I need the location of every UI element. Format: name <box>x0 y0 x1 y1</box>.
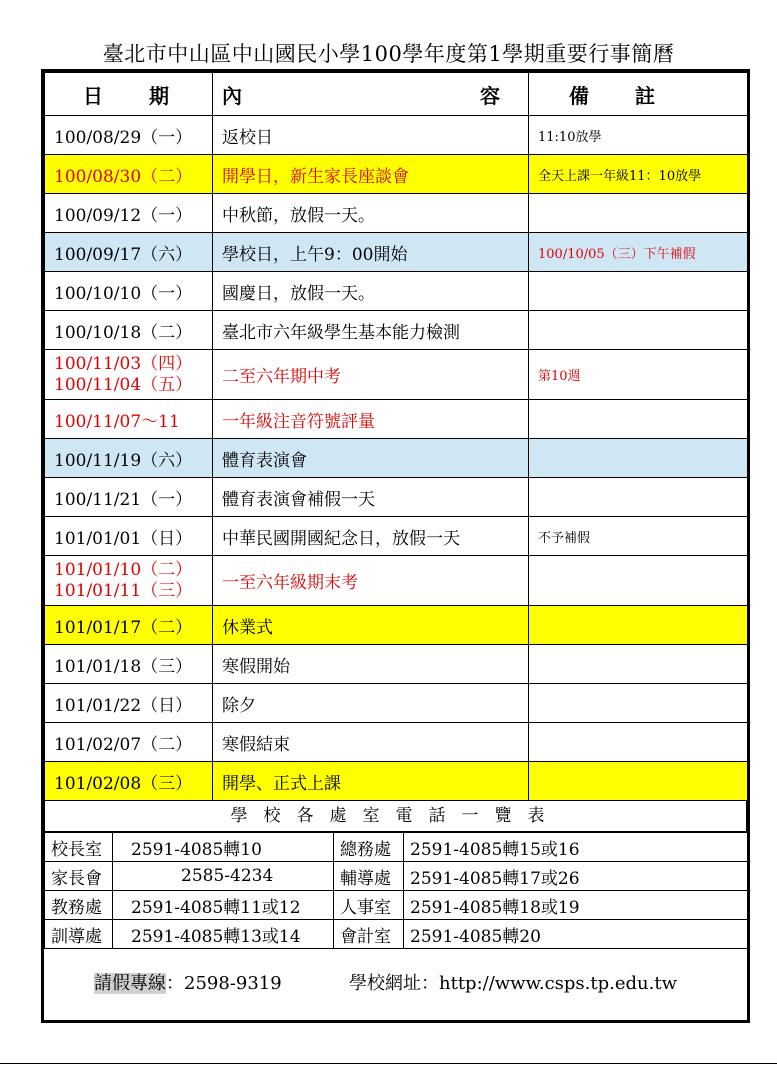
schedule-remark <box>529 606 748 645</box>
schedule-remark <box>529 645 748 684</box>
header-content-right: 容 <box>480 83 502 108</box>
schedule-date: 100/08/29（一） <box>54 127 193 148</box>
phone-row <box>45 862 748 891</box>
schedule-row <box>45 517 748 556</box>
office-phone: 2591-4085轉20 <box>404 920 748 949</box>
schedule-header-row <box>45 73 748 116</box>
schedule-date: 100/11/03（四） <box>54 353 193 374</box>
schedule-content: 體育表演會 <box>213 439 529 478</box>
schedule-row <box>45 350 748 400</box>
schedule-row <box>45 606 748 645</box>
schedule-content: 二至六年期中考 <box>213 350 529 400</box>
schedule-date-cell <box>45 116 213 155</box>
phone-directory-table <box>44 832 748 949</box>
schedule-remark <box>529 762 748 801</box>
schedule-date-cell <box>45 439 213 478</box>
leave-hotline <box>94 969 282 995</box>
schedule-remark <box>529 684 748 723</box>
schedule-row <box>45 155 748 194</box>
office-name: 輔導處 <box>334 862 404 891</box>
header-content <box>213 73 529 116</box>
schedule-row <box>45 311 748 350</box>
schedule-content: 除夕 <box>213 684 529 723</box>
schedule-date-cell <box>45 517 213 556</box>
school-website-label: 學校網址 <box>349 973 421 994</box>
office-name: 人事室 <box>334 891 404 920</box>
leave-hotline-label: 請假專線 <box>94 973 166 994</box>
schedule-remark <box>529 478 748 517</box>
schedule-date-cell <box>45 762 213 801</box>
phone-row <box>45 920 748 949</box>
schedule-remark <box>529 311 748 350</box>
schedule-date-cell <box>45 478 213 517</box>
phone-directory-body <box>45 833 748 949</box>
schedule-row <box>45 478 748 517</box>
office-phone: 2585-4234 <box>113 862 334 891</box>
schedule-date: 100/10/10（一） <box>54 283 193 304</box>
schedule-date: 101/02/08（三） <box>54 773 193 794</box>
schedule-content: 一年級注音符號評量 <box>213 400 529 439</box>
schedule-remark: 第10週 <box>529 350 748 400</box>
schedule-date-cell <box>45 556 213 606</box>
schedule-date-cell <box>45 723 213 762</box>
schedule-date-cell <box>45 350 213 400</box>
office-phone: 2591-4085轉17或26 <box>404 862 748 891</box>
office-name: 訓導處 <box>45 920 113 949</box>
schedule-row <box>45 556 748 606</box>
schedule-date: 101/01/17（二） <box>54 617 193 638</box>
office-phone: 2591-4085轉18或19 <box>404 891 748 920</box>
schedule-row <box>45 233 748 272</box>
office-name: 教務處 <box>45 891 113 920</box>
office-phone: 2591-4085轉10 <box>113 833 334 862</box>
schedule-body <box>45 116 748 801</box>
header-content-left: 內 <box>222 83 244 108</box>
calendar-frame <box>41 69 750 1023</box>
schedule-date: 100/09/17（六） <box>54 244 193 265</box>
schedule-row <box>45 116 748 155</box>
header-date: 日 期 <box>45 73 213 116</box>
office-name: 校長室 <box>45 833 113 862</box>
schedule-content: 臺北市六年級學生基本能力檢測 <box>213 311 529 350</box>
schedule-remark <box>529 439 748 478</box>
schedule-content: 開學日，新生家長座談會 <box>213 155 529 194</box>
leave-hotline-number: ：2598-9319 <box>166 973 282 994</box>
schedule-date: 100/11/21（一） <box>54 489 193 510</box>
office-name: 總務處 <box>334 833 404 862</box>
schedule-content: 寒假開始 <box>213 645 529 684</box>
schedule-remark: 100/10/05（三）下午補假 <box>529 233 748 272</box>
schedule-remark: 全天上課一年級11：10放學 <box>529 155 748 194</box>
schedule-date-cell <box>45 684 213 723</box>
schedule-row <box>45 684 748 723</box>
office-phone: 2591-4085轉11或12 <box>113 891 334 920</box>
schedule-remark <box>529 194 748 233</box>
school-website <box>349 969 677 995</box>
schedule-row <box>45 400 748 439</box>
schedule-date-cell <box>45 606 213 645</box>
schedule-row <box>45 439 748 478</box>
schedule-date: 100/08/30（二） <box>54 166 193 187</box>
schedule-date-cell <box>45 400 213 439</box>
schedule-remark <box>529 400 748 439</box>
schedule-content: 開學、正式上課 <box>213 762 529 801</box>
office-name: 會計室 <box>334 920 404 949</box>
schedule-row <box>45 194 748 233</box>
schedule-date: 101/01/01（日） <box>54 528 193 549</box>
schedule-date-cell <box>45 311 213 350</box>
office-phone: 2591-4085轉13或14 <box>113 920 334 949</box>
schedule-table <box>44 72 748 801</box>
schedule-content: 返校日 <box>213 116 529 155</box>
schedule-content: 中華民國開國紀念日，放假一天 <box>213 517 529 556</box>
schedule-date-cell <box>45 155 213 194</box>
schedule-content: 中秋節，放假一天。 <box>213 194 529 233</box>
schedule-content: 學校日，上午9：00開始 <box>213 233 529 272</box>
schedule-remark <box>529 556 748 606</box>
schedule-date: 100/10/18（二） <box>54 322 193 343</box>
phone-row <box>45 833 748 862</box>
schedule-remark <box>529 272 748 311</box>
schedule-date: 101/02/07（二） <box>54 734 193 755</box>
schedule-content: 國慶日，放假一天。 <box>213 272 529 311</box>
office-phone: 2591-4085轉15或16 <box>404 833 748 862</box>
phone-row <box>45 891 748 920</box>
schedule-date: 100/11/07～11 <box>54 411 180 432</box>
schedule-date: 100/09/12（一） <box>54 205 193 226</box>
schedule-date-cell <box>45 233 213 272</box>
schedule-date: 100/11/04（五） <box>54 374 193 395</box>
office-name: 家長會 <box>45 862 113 891</box>
schedule-row <box>45 762 748 801</box>
schedule-date: 100/11/19（六） <box>54 450 193 471</box>
schedule-content: 休業式 <box>213 606 529 645</box>
footer <box>44 949 747 1017</box>
schedule-remark: 不予補假 <box>529 517 748 556</box>
schedule-content: 寒假結束 <box>213 723 529 762</box>
schedule-row <box>45 645 748 684</box>
schedule-date-cell <box>45 645 213 684</box>
schedule-row <box>45 723 748 762</box>
schedule-date: 101/01/10（二） <box>54 559 193 580</box>
school-website-url[interactable]: ：http://www.csps.tp.edu.tw <box>421 973 677 994</box>
schedule-remark <box>529 723 748 762</box>
schedule-date-cell <box>45 272 213 311</box>
page-bottom-rule <box>0 1063 777 1064</box>
page-title: 臺北市中山區中山國民小學100學年度第1學期重要行事簡曆 <box>102 42 675 66</box>
schedule-date: 101/01/22（日） <box>54 695 193 716</box>
schedule-row <box>45 272 748 311</box>
schedule-date-cell <box>45 194 213 233</box>
schedule-date: 101/01/18（三） <box>54 656 193 677</box>
schedule-content: 一至六年級期末考 <box>213 556 529 606</box>
phone-directory-title: 學校各處室電話一覽表 <box>44 801 747 832</box>
schedule-date: 101/01/11（三） <box>54 580 193 601</box>
schedule-remark: 11:10放學 <box>529 116 748 155</box>
schedule-content: 體育表演會補假一天 <box>213 478 529 517</box>
header-remark: 備 註 <box>529 73 748 116</box>
